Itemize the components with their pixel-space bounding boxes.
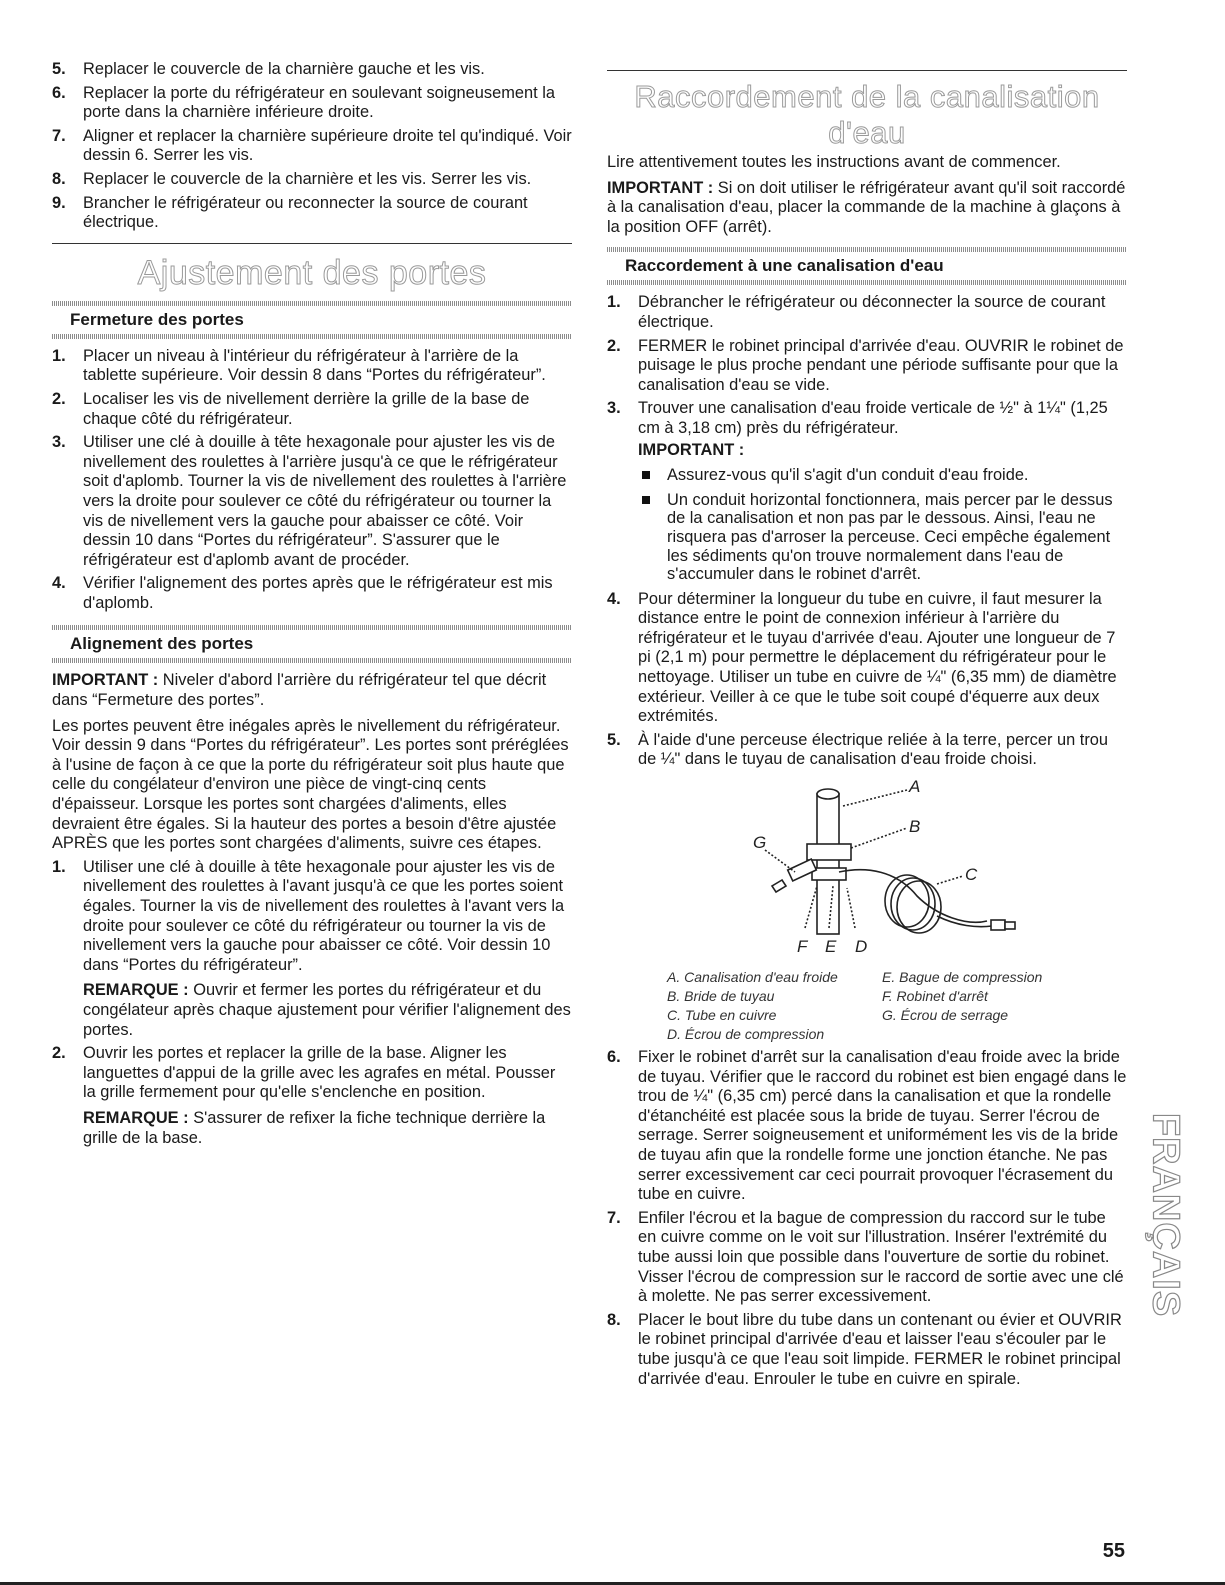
language-side-tab: FRANÇAIS	[1144, 1112, 1187, 1318]
remark-note: REMARQUE : Ouvrir et fermer les portes du réfrigérateur et du congélateur après chaque ajustement pour vérifier l'alignement des portes.	[83, 981, 571, 1039]
hatch-divider	[52, 658, 572, 663]
list-item: 3. Utiliser une clé à douille à tête hexagonale pour ajuster les vis de nivellement des roulettes à l'arrière jusqu'à ce que le réfrigérateur soit d'aplomb. Tourner la vis de nivellement des roulettes à l'arrière vers la droite pour soulever ce côté du réfrigérateur ou tourner la vis de nivellement vers la gauche pour abaisser ce côté. Voir dessin 10 dans “Portes du réfrigérateur”. S'assurer que le réfrigérateur est d'aplomb avant de procéder.	[52, 433, 567, 569]
figure-letter-c: C	[965, 865, 978, 885]
list-item: 6. Replacer la porte du réfrigérateur en soulevant soigneusement la porte dans la charnière inférieure droite.	[52, 83, 555, 122]
hatch-divider	[607, 280, 1127, 285]
list-item: 4. Pour déterminer la longueur du tube en cuivre, il faut mesurer la distance entre le point de connexion inférieur à l'arrière du réfrigérateur et le tuyau d'arrivée d'eau. Ajouter une longueur de 7 pi (2,1 m) pour permettre le déplacement du réfrigérateur pour le nettoyage. Utiliser un tube en cuivre de ¼" (6,35 mm) de diamètre extérieur. Veiller à ce que le tube soit coupé d'équerre aux deux extrémités.	[607, 589, 1117, 726]
hatch-divider	[52, 625, 572, 630]
hatch-divider	[52, 301, 572, 306]
hatch-divider	[607, 247, 1127, 252]
bullet-square-icon	[642, 496, 650, 504]
right-column	[607, 70, 1127, 1393]
list-item: 1. Utiliser une clé à douille à tête hexagonale pour ajuster les vis de nivellement des roulettes à l'avant jusqu'à ce que les portes soient égales. Tourner la vis de nivellement des roulettes à l'avant vers la droite pour soulever ce côté du réfrigérateur ou tourner la vis de nivellement vers la gauche pour abaisser ce côté. Voir dessin 10 dans “Portes du réfrigérateur”. REMARQUE : Ouvrir et fermer les portes du réfrigérateur et du congélateur après chaque ajustement pour vérifier l'alignement des portes.	[52, 857, 571, 1039]
list-item: 1. Placer un niveau à l'intérieur du réfrigérateur à l'arrière de la tablette supérieure. Voir dessin 8 dans “Portes du réfrigérateur”.	[52, 346, 546, 385]
section-divider	[52, 243, 572, 244]
list-item: 2. Ouvrir les portes et replacer la grille de la base. Aligner les languettes d'appui de la grille avec les agrafes en métal. Pousser la grille fermement pour qu'elle s'enclenche en position. REMARQUE : S'assurer de refixer la fiche technique derrière la grille de la base.	[52, 1044, 572, 1148]
intro-text: Lire attentivement toutes les instructions avant de commencer.	[607, 153, 1061, 171]
bullet-item: Assurez-vous qu'il s'agit d'un conduit d'eau froide.	[638, 466, 1127, 485]
list-item: 2. FERMER le robinet principal d'arrivée d'eau. OUVRIR le robinet de puisage le plus proche pendant une période suffisante pour que la canalisation d'eau se vide.	[607, 336, 1124, 394]
figure-letter-a: A	[909, 777, 921, 797]
closing-steps-list	[52, 347, 572, 614]
section-title-water-line: Raccordement de la canalisation d'eau	[634, 79, 1100, 150]
list-item: 8. Replacer le couvercle de la charnière et les vis. Serrer les vis.	[52, 169, 532, 188]
list-item: 7. Enfiler l'écrou et la bague de compression du raccord sur le tube en cuivre comme on le voit sur l'illustration. Insérer l'extrémité du tube aussi loin que possible dans l'ouverture de sortie du robinet. Visser l'écrou de compression sur le raccord de sortie avec une clé à molette. Ne pas serrer excessivement.	[607, 1208, 1124, 1306]
important-bullets	[638, 466, 1127, 584]
important-note: IMPORTANT : Si on doit utiliser le réfrigérateur avant qu'il soit raccordé à la canalisation d'eau, placer la commande de la machine à glaçons à la position OFF (arrêt).	[607, 178, 1126, 236]
list-item: 2. Localiser les vis de nivellement derrière la grille de la base de chaque côté du réfrigérateur.	[52, 389, 530, 428]
water-steps-list-a	[607, 293, 1127, 770]
section-title-door-adjustment: Ajustement des portes	[137, 253, 487, 292]
alignment-paragraph: Les portes peuvent être inégales après le nivellement du réfrigérateur. Voir dessin 9 dans “Portes du réfrigérateur”. Les portes sont préréglées à l'usine de façon à ce que la porte du réfrigérateur soit plus haute que celle du congélateur d'environ une pièce de vingt-cinq cents d'épaisseur. Lorsque les portes sont chargées d'aliments, elles devraient être égales. Si la hauteur des portes a besoin d'être ajustée APRÈS que les portes sont chargées d'aliments, suivre ces étapes.	[52, 716, 569, 853]
figure-letter-b: B	[909, 817, 921, 837]
valve-figure	[607, 776, 1127, 1048]
bullet-item: Un conduit horizontal fonctionnera, mais percer par le dessus de la canalisation et non pas par le dessous. Ainsi, l'eau ne risquera pas d'arroser la perceuse. Ceci empêche également les sédiments qu'on trouve normalement dans l'eau de s'accumuler dans le robinet d'arrêt.	[638, 491, 1127, 584]
figure-legend-right: E. Bague de compression F. Robinet d'arrêt G. Écrou de serrage	[882, 969, 1043, 1024]
figure-letter-d: D	[855, 937, 868, 957]
step-important-label: IMPORTANT :	[638, 440, 745, 459]
valve-illustration	[607, 776, 1127, 976]
subsection-title-closing: Fermeture des portes	[70, 309, 244, 329]
list-item: 5. Replacer le couvercle de la charnière gauche et les vis.	[52, 60, 485, 78]
alignment-steps-list	[52, 858, 572, 1148]
remark-note: REMARQUE : S'assurer de refixer la fiche technique derrière la grille de la base.	[83, 1108, 546, 1147]
subsection-title-alignment: Alignement des portes	[70, 634, 254, 654]
list-item: 1. Débrancher le réfrigérateur ou déconnecter la source de courant électrique.	[607, 293, 1106, 331]
list-item: 4. Vérifier l'alignement des portes après que le réfrigérateur est mis d'aplomb.	[52, 574, 553, 612]
figure-letter-e: E	[825, 937, 837, 957]
hatch-divider	[52, 334, 572, 339]
list-item: 3. Trouver une canalisation d'eau froide verticale de ½" à 1¼" (1,25 cm à 3,18 cm) près du réfrigérateur. IMPORTANT : Assurez-vous qu'il s'agit d'un conduit d'eau froide. Un conduit horizontal fonctionnera, mais percer par le dessus de la canalisation et non pas par le dessous. Ainsi, l'eau ne risquera pas d'arroser la perceuse. Ceci empêche également les sédiments qu'on trouve normalement dans l'eau de s'accumuler dans le robinet d'arrêt.	[607, 399, 1127, 583]
figure-legend-left: A. Canalisation d'eau froide B. Bride de tuyau C. Tube en cuivre D. Écrou de compression	[667, 969, 838, 1043]
list-item: 7. Aligner et replacer la charnière supérieure droite tel qu'indiqué. Voir dessin 6. Serrer les vis.	[52, 126, 572, 165]
left-column	[52, 60, 572, 1152]
page-number: 55	[1102, 1540, 1125, 1562]
list-item: 9. Brancher le réfrigérateur ou reconnecter la source de courant électrique.	[52, 193, 528, 232]
list-item: 6. Fixer le robinet d'arrêt sur la canalisation d'eau froide avec la bride de tuyau. Vérifier que le raccord du robinet est bien engagé dans le trou de ¼" (6,35 cm) percé dans la canalisation et que la rondelle d'étanchéité est placée sous la bride de tuyau. Serrer l'écrou de serrage. Serrer soigneusement et uniformément les vis de la bride de tuyau afin que la rondelle forme une jonction étanche. Ne pas serrer excessivement car ceci pourrait provoquer l'écrasement du tube en cuivre.	[607, 1048, 1127, 1204]
figure-letter-g: G	[753, 833, 767, 853]
install-steps-list	[52, 60, 572, 233]
subsection-title-connection: Raccordement à une canalisation d'eau	[625, 256, 944, 276]
section-divider	[607, 70, 1127, 71]
important-note: IMPORTANT : Niveler d'abord l'arrière du réfrigérateur tel que décrit dans “Fermeture des portes”.	[52, 671, 547, 710]
list-item: 5. À l'aide d'une perceuse électrique reliée à la terre, percer un trou de ¼" dans le tuyau de canalisation d'eau froide choisi.	[607, 730, 1109, 769]
bullet-square-icon	[642, 471, 650, 479]
water-steps-list-c	[607, 1048, 1127, 1389]
figure-letter-f: F	[797, 937, 808, 957]
list-item: 8. Placer le bout libre du tube dans un contenant ou évier et OUVRIR le robinet principal d'arrivée d'eau et laisser l'eau s'écouler par le tube jusqu'à ce que l'eau soit limpide. FERMER le robinet principal d'arrivée d'eau. Enrouler le tube en cuivre en spirale.	[607, 1310, 1122, 1388]
